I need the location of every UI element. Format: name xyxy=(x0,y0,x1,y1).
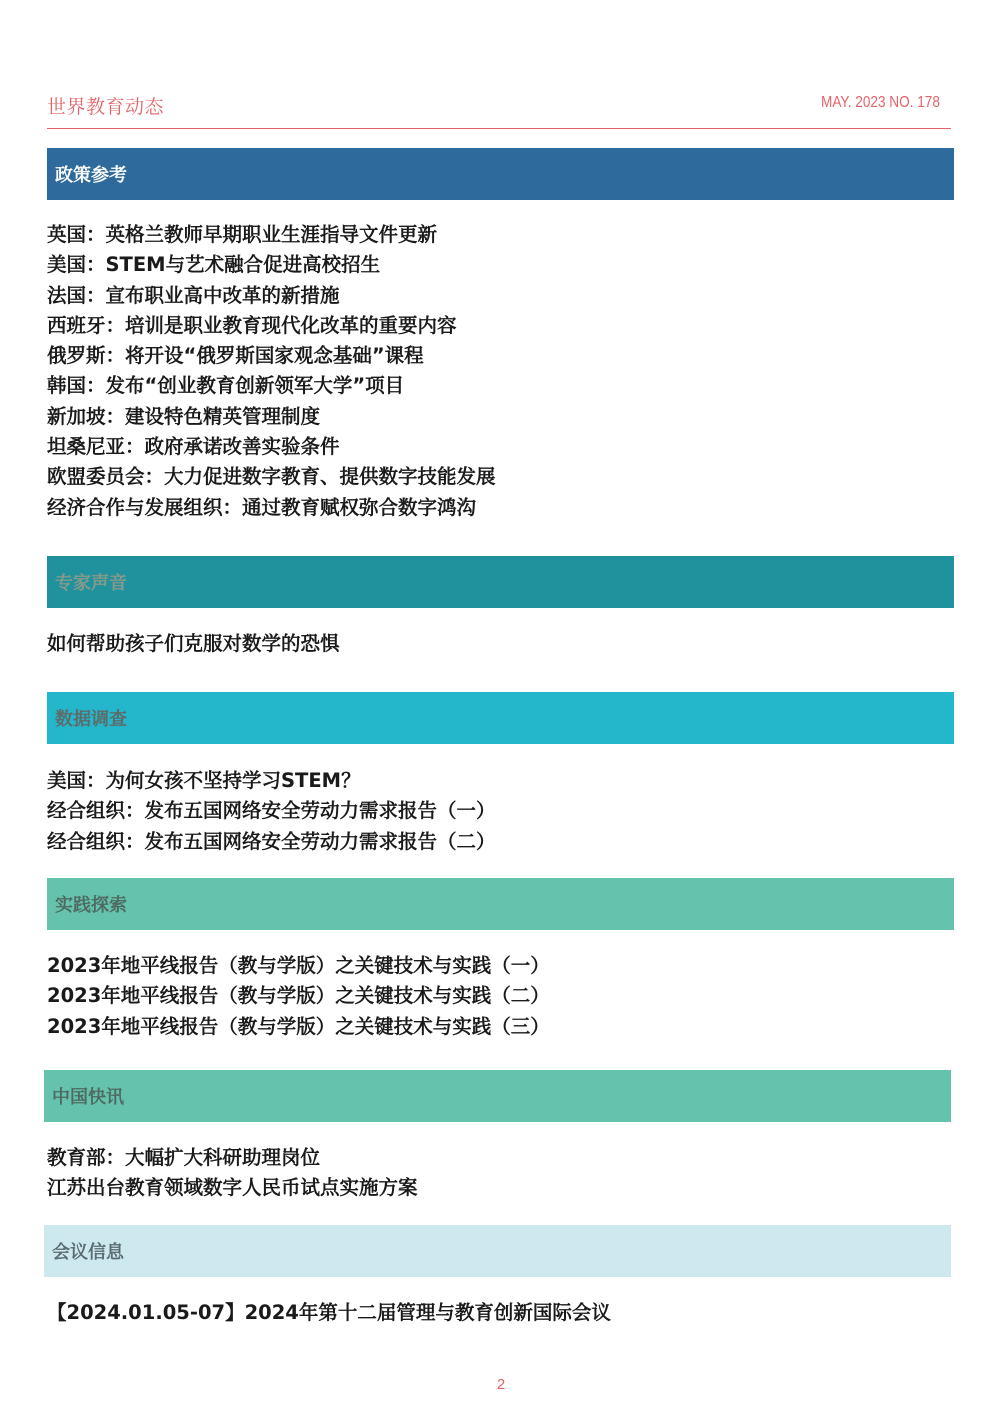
list-item[interactable]: 经合组织：发布五国网络安全劳动力需求报告（一） xyxy=(47,799,496,823)
list-item[interactable]: 新加坡：建设特色精英管理制度 xyxy=(47,404,321,428)
expert-list xyxy=(47,629,340,659)
list-item[interactable]: 2023年地平线报告（教与学版）之关键技术与实践（三） xyxy=(47,1014,550,1038)
page-number: 2 xyxy=(496,1376,506,1393)
china-list xyxy=(47,1143,418,1204)
list-item[interactable]: 经济合作与发展组织：通过教育赋权弥合数字鸿沟 xyxy=(47,495,477,519)
list-item[interactable]: 美国：STEM与艺术融合促进高校招生 xyxy=(47,253,381,277)
issue-number: MAY. 2023 NO. 178 xyxy=(821,94,940,111)
list-item[interactable]: 法国：宣布职业高中改革的新措施 xyxy=(47,283,340,307)
list-item[interactable]: 如何帮助孩子们克服对数学的恐惧 xyxy=(47,632,340,655)
section-header-policy: 政策参考 xyxy=(47,148,954,200)
list-item[interactable]: 英国：英格兰教师早期职业生涯指导文件更新 xyxy=(47,223,438,246)
publication-title: 世界教育动态 xyxy=(47,96,165,118)
policy-list xyxy=(47,220,496,523)
list-item[interactable]: 坦桑尼亚：政府承诺改善实验条件 xyxy=(47,435,340,459)
section-header-practice: 实践探索 xyxy=(47,878,954,930)
data-list xyxy=(47,766,496,857)
section-header-expert: 专家声音 xyxy=(47,556,954,608)
practice-list xyxy=(47,951,550,1042)
list-item[interactable]: 2023年地平线报告（教与学版）之关键技术与实践（二） xyxy=(47,984,550,1008)
section-header-data: 数据调查 xyxy=(47,692,954,744)
section-header-meeting: 会议信息 xyxy=(44,1225,951,1277)
list-item[interactable]: 经合组织：发布五国网络安全劳动力需求报告（二） xyxy=(47,829,496,853)
section-header-china: 中国快讯 xyxy=(44,1070,951,1122)
list-item[interactable]: 2023年地平线报告（教与学版）之关键技术与实践（一） xyxy=(47,954,550,977)
header-divider xyxy=(47,128,951,129)
list-item[interactable]: 教育部：大幅扩大科研助理岗位 xyxy=(47,1146,321,1169)
list-item[interactable]: 俄罗斯：将开设“俄罗斯国家观念基础”课程 xyxy=(47,344,424,368)
list-item[interactable]: 西班牙：培训是职业教育现代化改革的重要内容 xyxy=(47,313,457,337)
list-item[interactable]: 【2024.01.05-07】2024年第十二届管理与教育创新国际会议 xyxy=(47,1301,611,1324)
list-item[interactable]: 欧盟委员会：大力促进数字教育、提供数字技能发展 xyxy=(47,465,496,489)
list-item[interactable]: 江苏出台教育领域数字人民币试点实施方案 xyxy=(47,1176,418,1200)
list-item[interactable]: 韩国：发布“创业教育创新领军大学”项目 xyxy=(47,374,405,398)
meeting-list xyxy=(47,1298,611,1328)
list-item[interactable]: 美国：为何女孩不坚持学习STEM？ xyxy=(47,769,361,792)
